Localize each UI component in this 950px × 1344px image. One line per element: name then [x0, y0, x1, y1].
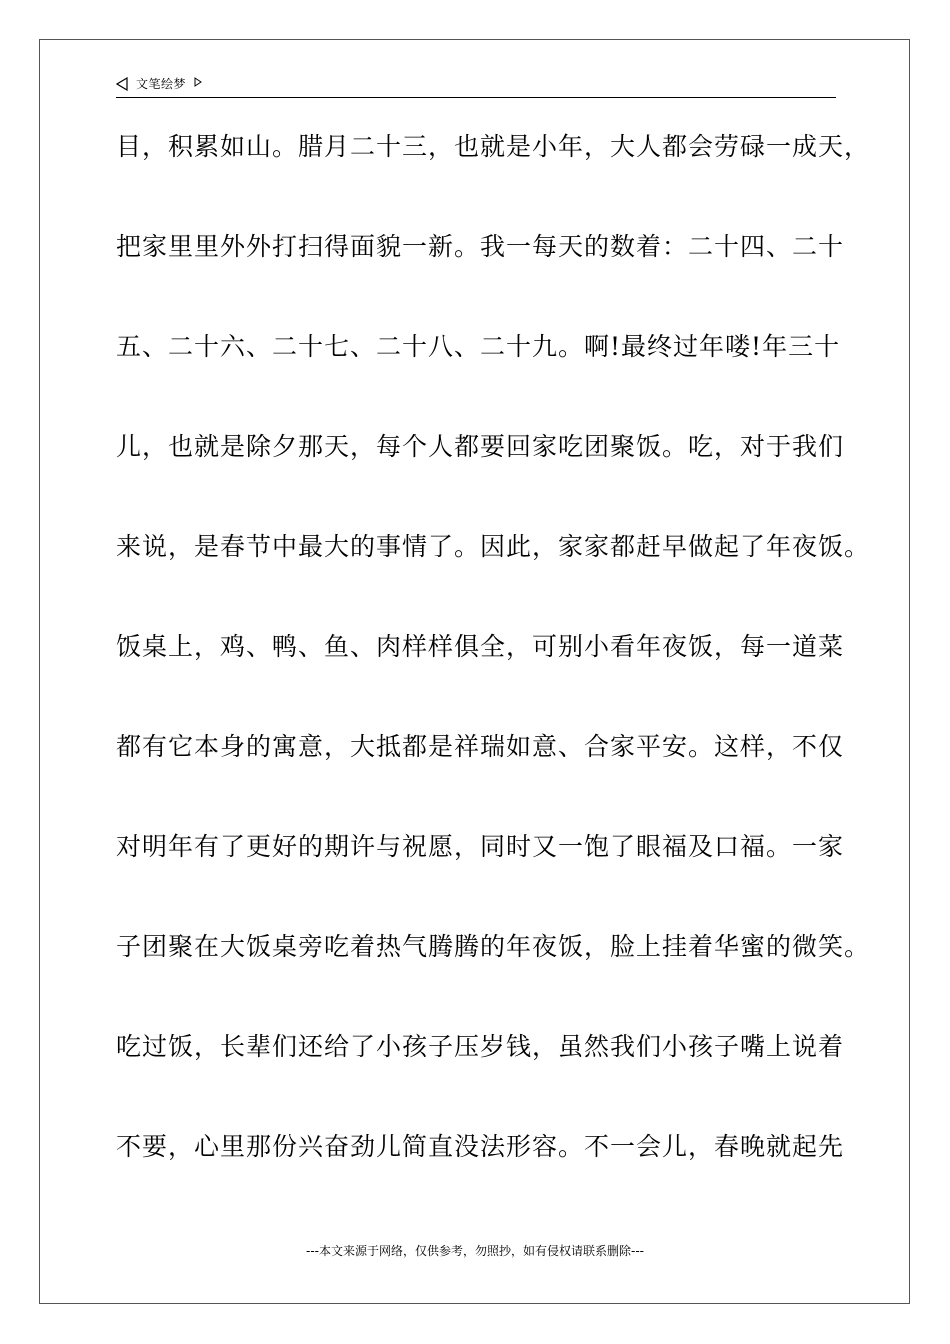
- text-line: 吃过饭，长辈们还给了小孩子压岁钱，虽然我们小孩子嘴上说着: [116, 1032, 845, 1061]
- text-line: 把家里里外外打扫得面貌一新。我一每天的数着：二十四、二十: [116, 232, 845, 261]
- triangle-right-icon: [194, 77, 202, 87]
- text-line: 饭桌上，鸡、鸭、鱼、肉样样俱全，可别小看年夜饭，每一道菜: [116, 632, 845, 661]
- text-line: 不要，心里那份兴奋劲儿简直没法形容。不一会儿，春晚就起先: [116, 1132, 845, 1161]
- triangle-left-icon: [116, 77, 128, 91]
- text-line: 目，积累如山。腊月二十三，也就是小年，大人都会劳碌一成天，: [116, 132, 871, 161]
- text-line: 对明年有了更好的期许与祝愿，同时又一饱了眼福及口福。一家: [116, 832, 845, 861]
- text-line: 子团聚在大饭桌旁吃着热气腾腾的年夜饭，脸上挂着华蜜的微笑。: [116, 932, 871, 961]
- page-header: [116, 72, 836, 98]
- header-title: 文笔绘梦: [136, 77, 187, 91]
- body-text: [116, 122, 871, 1222]
- text-line: 来说，是春节中最大的事情了。因此，家家都赶早做起了年夜饭。: [116, 532, 871, 561]
- text-line: 都有它本身的寓意，大抵都是祥瑞如意、合家平安。这样，不仅: [116, 732, 845, 761]
- text-line: 五、二十六、二十七、二十八、二十九。啊!最终过年喽!年三十: [116, 332, 841, 361]
- footer-disclaimer: ---本文来源于网络，仅供参考，勿照抄，如有侵权请联系删除---: [306, 1244, 644, 1258]
- text-line: 儿，也就是除夕那天，每个人都要回家吃团聚饭。吃，对于我们: [116, 432, 845, 461]
